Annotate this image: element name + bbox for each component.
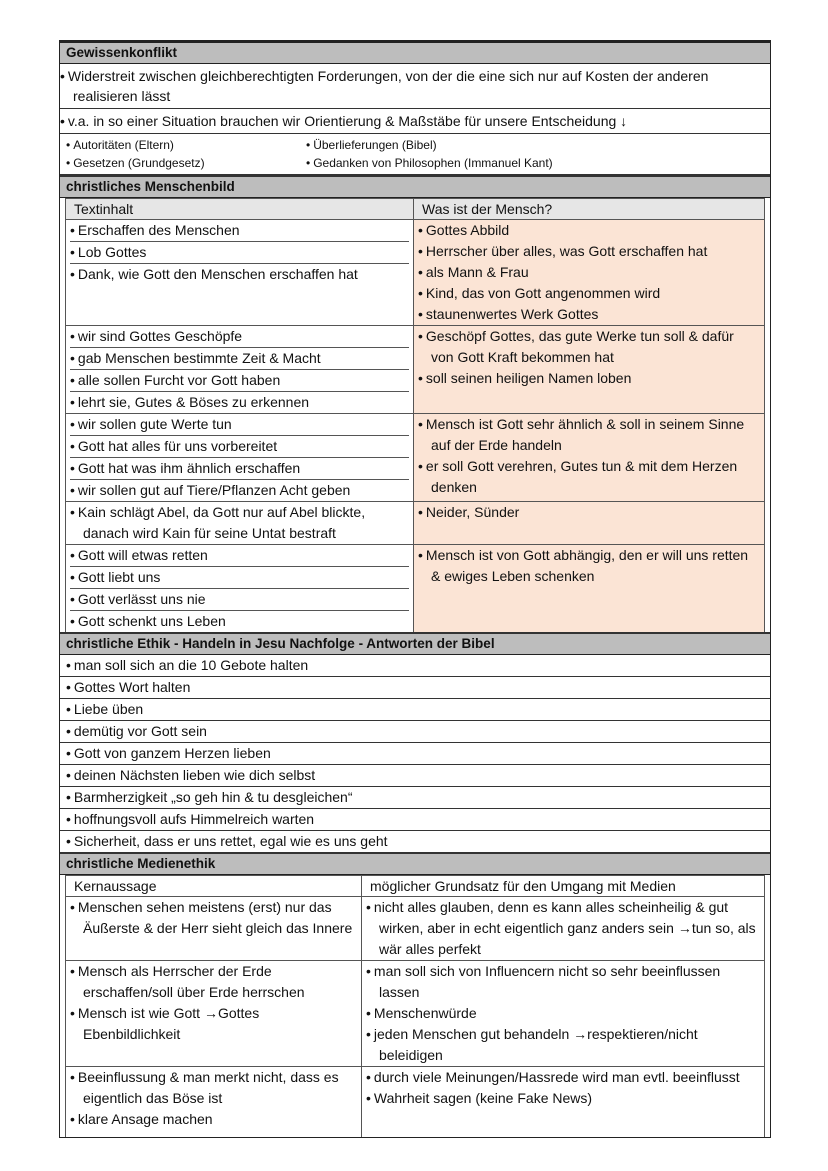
list-item: • er soll Gott verehren, Gutes tun & mit dem Herzen denken	[418, 456, 760, 498]
list-item: • Wahrheit sagen (keine Fake News)	[366, 1088, 760, 1109]
section-heading-menschenbild: christliches Menschenbild	[60, 175, 770, 198]
medienethik-table	[65, 875, 765, 1137]
column-header-kernaussage: Kernaussage	[66, 876, 362, 897]
list-item: • als Mann & Frau	[418, 262, 760, 283]
table-row	[66, 414, 765, 502]
list-item: • Geschöpf Gottes, das gute Werke tun soll & dafür von Gott Kraft bekommen hat	[418, 326, 760, 368]
list-item: • hoffnungsvoll aufs Himmelreich warten	[60, 809, 770, 831]
list-item: • Lob Gottes	[70, 242, 409, 264]
list-item: • Menschen sehen meistens (erst) nur das Äußerste & der Herr sieht gleich das Innere	[70, 897, 357, 939]
list-item: • staunenwertes Werk Gottes	[418, 304, 760, 325]
column-header-grundsatz: möglicher Grundsatz für den Umgang mit Medien	[362, 876, 765, 897]
column-header-textinhalt: Textinhalt	[66, 199, 414, 220]
section-heading-medienethik: christliche Medienethik	[60, 852, 770, 875]
list-item: • Mensch als Herrscher der Erde erschaffen/soll über Erde herrschen	[70, 961, 357, 1003]
table-row	[66, 1067, 765, 1138]
list-item: • Kain schlägt Abel, da Gott nur auf Abel blickte, danach wird Kain für seine Untat bestraft	[70, 502, 409, 544]
list-item: • Gott von ganzem Herzen lieben	[60, 743, 770, 765]
list-item: • Gottes Abbild	[418, 220, 760, 241]
list-item: • wir sind Gottes Geschöpfe	[70, 326, 409, 348]
list-item: • gab Menschen bestimmte Zeit & Macht	[70, 348, 409, 370]
list-item: • Erschaffen des Menschen	[70, 220, 409, 242]
table-row	[66, 545, 765, 633]
list-item: • man soll sich von Influencern nicht so sehr beeinflussen lassen	[366, 961, 760, 1003]
table-row	[66, 326, 765, 414]
source-item: • Gedanken von Philosophen (Immanuel Kant)	[306, 154, 764, 172]
column-header-mensch: Was ist der Mensch?	[414, 199, 765, 220]
orientation-line: • v.a. in so einer Situation brauchen wir Orientierung & Maßstäbe für unsere Entscheidung ↓	[60, 109, 770, 134]
list-item: • deinen Nächsten lieben wie dich selbst	[60, 765, 770, 787]
list-item: • Herrscher über alles, was Gott erschaffen hat	[418, 241, 760, 262]
worksheet	[59, 40, 771, 1138]
list-item: • klare Ansage machen	[70, 1109, 357, 1130]
list-item: • man soll sich an die 10 Gebote halten	[60, 655, 770, 677]
table-row	[66, 502, 765, 545]
section-heading-ethik: christliche Ethik - Handeln in Jesu Nachfolge - Antworten der Bibel	[60, 632, 770, 655]
list-item: • wir sollen gut auf Tiere/Pflanzen Acht geben	[70, 480, 409, 501]
list-item: • Mensch ist wie Gott →Gottes Ebenbildlichkeit	[70, 1003, 357, 1045]
list-item: • Gott hat alles für uns vorbereitet	[70, 436, 409, 458]
list-item: • Barmherzigkeit „so geh hin & tu desgleichen“	[60, 787, 770, 809]
definition-line: • Widerstreit zwischen gleichberechtigten Forderungen, von der die eine sich nur auf Kosten der anderen realisieren lässt	[60, 64, 770, 109]
section-heading-gewissenkonflikt: Gewissenkonflikt	[60, 43, 770, 64]
list-item: • Mensch ist von Gott abhängig, den er will uns retten & ewiges Leben schenken	[418, 545, 760, 587]
source-item: • Autoritäten (Eltern)	[66, 136, 306, 154]
list-item: • Gott verlässt uns nie	[70, 589, 409, 611]
list-item: • jeden Menschen gut behandeln →respektieren/nicht beleidigen	[366, 1024, 760, 1066]
table-row	[66, 961, 765, 1067]
list-item: • Liebe üben	[60, 699, 770, 721]
list-item: • Gott schenkt uns Leben	[70, 611, 409, 632]
menschenbild-table	[65, 198, 765, 632]
table-row	[66, 897, 765, 961]
sources-grid	[60, 134, 770, 175]
list-item: • Menschenwürde	[366, 1003, 760, 1024]
list-item: • Sicherheit, dass er uns rettet, egal wie es uns geht	[60, 831, 770, 852]
list-item: • wir sollen gute Werte tun	[70, 414, 409, 436]
source-item: • Überlieferungen (Bibel)	[306, 136, 764, 154]
source-item: • Gesetzen (Grundgesetz)	[66, 154, 306, 172]
list-item: • Beeinflussung & man merkt nicht, dass es eigentlich das Böse ist	[70, 1067, 357, 1109]
list-item: • alle sollen Furcht vor Gott haben	[70, 370, 409, 392]
list-item: • Kind, das von Gott angenommen wird	[418, 283, 760, 304]
list-item: • Gott liebt uns	[70, 567, 409, 589]
list-item: • nicht alles glauben, denn es kann alles scheinheilig & gut wirken, aber in echt eigentlich ganz anders sein →tun so, als wär alles perfekt	[366, 897, 760, 960]
list-item: • demütig vor Gott sein	[60, 721, 770, 743]
list-item: • Gott will etwas retten	[70, 545, 409, 567]
list-item: • soll seinen heiligen Namen loben	[418, 368, 760, 389]
list-item: • durch viele Meinungen/Hassrede wird man evtl. beeinflusst	[366, 1067, 760, 1088]
list-item: • Neider, Sünder	[418, 502, 760, 523]
list-item: • Gottes Wort halten	[60, 677, 770, 699]
list-item: • Gott hat was ihm ähnlich erschaffen	[70, 458, 409, 480]
list-item: • Dank, wie Gott den Menschen erschaffen hat	[70, 264, 409, 285]
list-item: • Mensch ist Gott sehr ähnlich & soll in seinem Sinne auf der Erde handeln	[418, 414, 760, 456]
table-row	[66, 220, 765, 326]
list-item: • lehrt sie, Gutes & Böses zu erkennen	[70, 392, 409, 413]
